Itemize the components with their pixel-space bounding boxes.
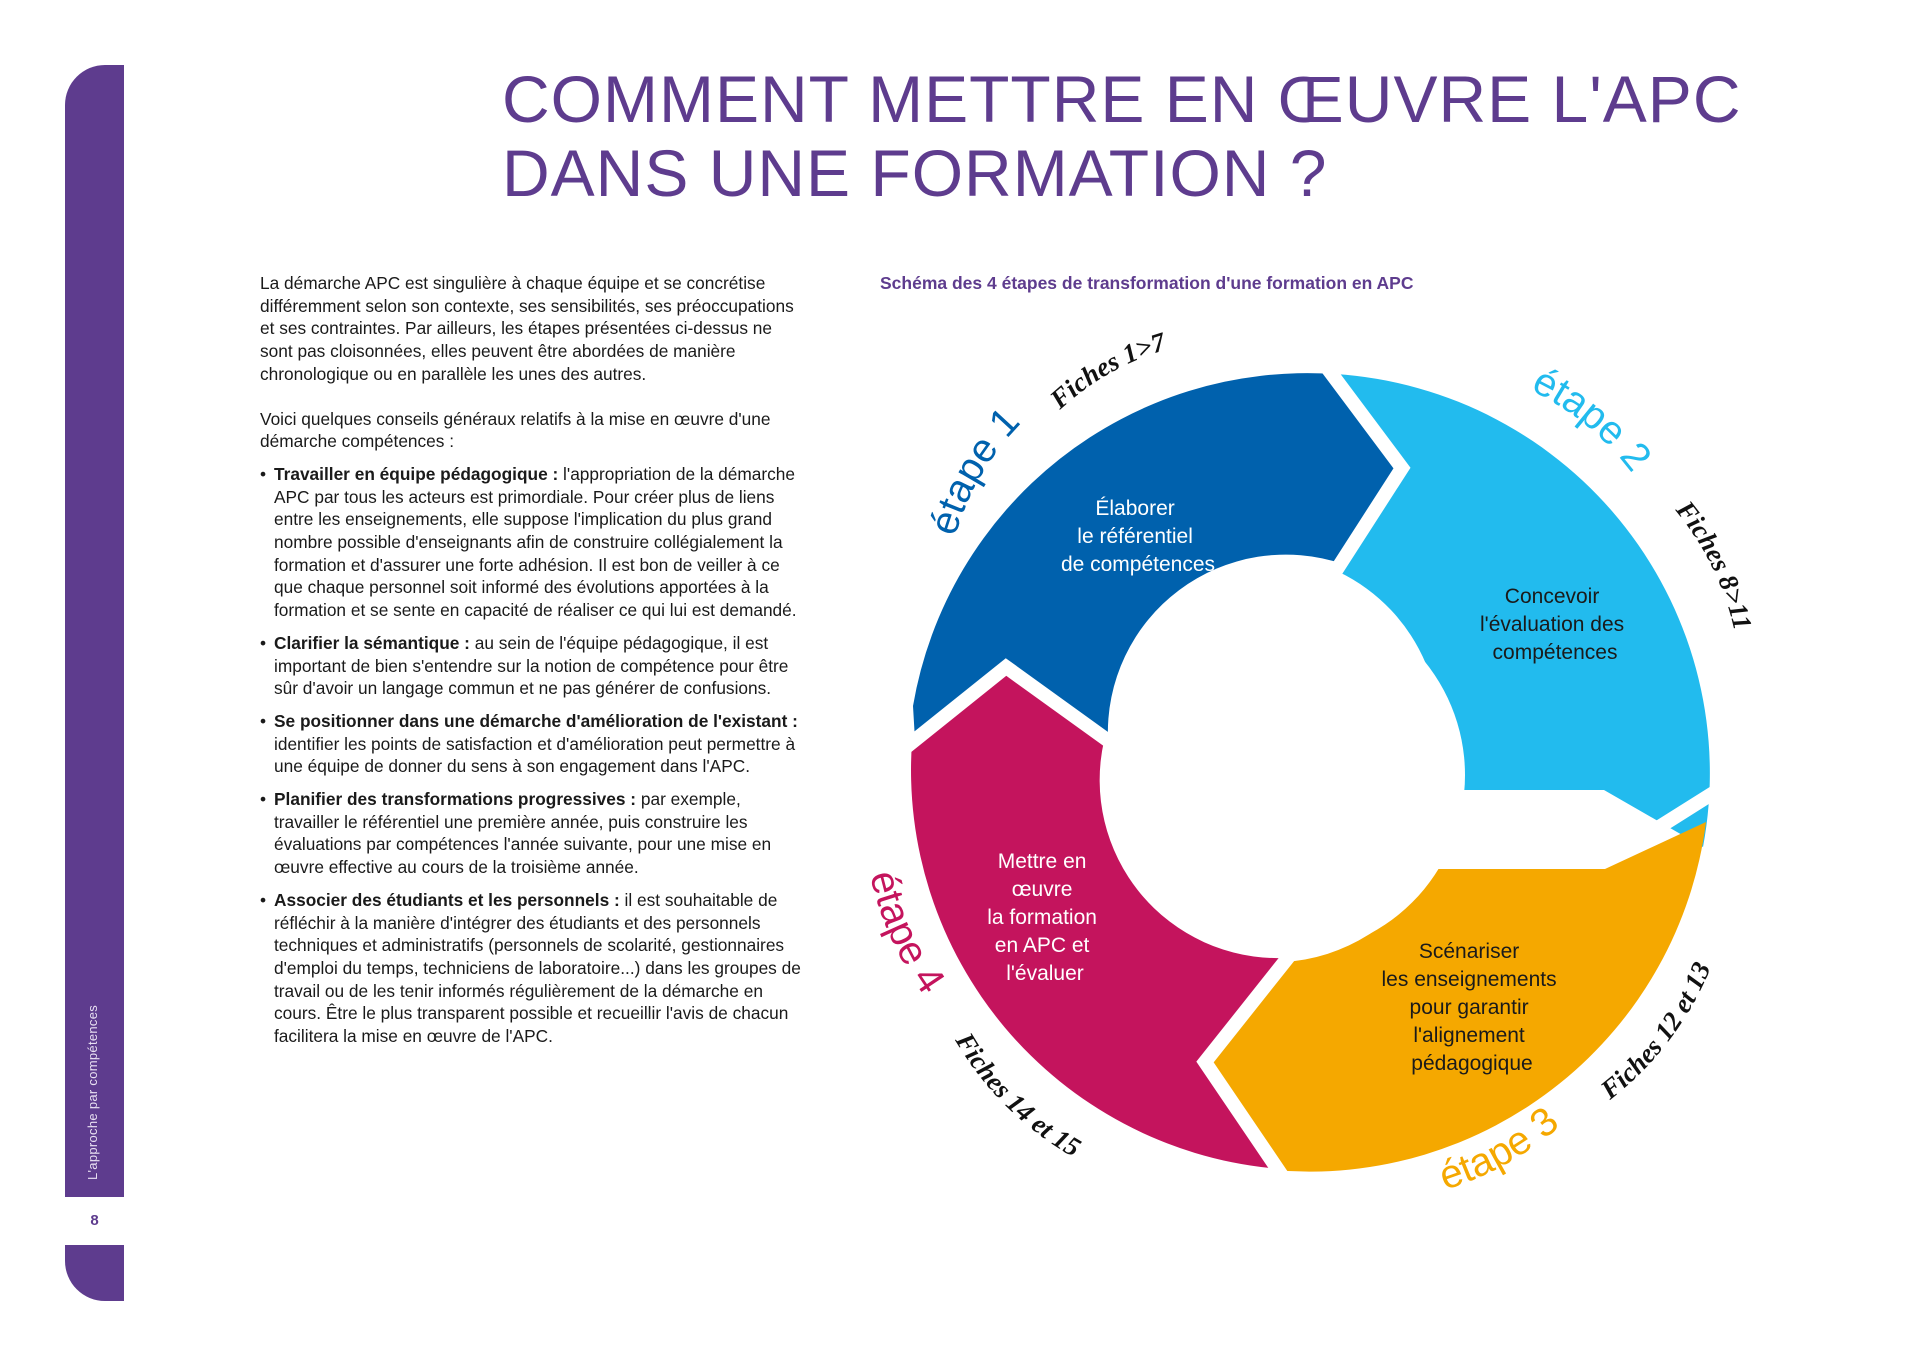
step-3-label-path: étape 3 <box>1433 1098 1567 1199</box>
page-number: 8 <box>90 1212 99 1229</box>
step-2-label-path: étape 2 <box>1525 358 1660 480</box>
sidebar-label: L'approche par compétences <box>85 1004 100 1180</box>
step-3-line: pour garantir <box>1409 996 1529 1019</box>
tip-text: il est souhaitable de réfléchir à la manière d'intégrer des étudiants et des personnels techniques et administratifs (personnels de scolarité, gestionnaires d'emploi du temps, techniciens de laboratoire...) dans les groupes de travail ou de les tenir informés régulièrement de la démarche en cours. Être le plus transparent possible et recueillir l'avis de chacun facilitera la mise en œuvre de l'APC. <box>274 889 801 1047</box>
tip-title: Planifier des transformations progressives : <box>274 789 637 810</box>
step-1-label-path: étape 1 <box>921 399 1029 540</box>
tip-title: Associer des étudiants et les personnels : <box>274 889 620 910</box>
tip-text: l'appropriation de la démarche APC par tous les acteurs est primordiale. Pour créer plus de liens entre les enseignements, elle suppose l'implication du plus grand nombre possible d'enseignants afin de construire collégialement la formation et d'assurer une forte adhésion. Il est bon de veiller à ce que chaque personnel soit informé des évolutions apportées à la formation et se sente en capacité de réaliser ce qui lui est demandé. <box>274 463 797 621</box>
step-1-line: le référentiel <box>1077 525 1193 548</box>
step-4-line: œuvre <box>1011 878 1073 901</box>
step-3-fiches-path: Fiches 12 et 13 <box>1594 957 1717 1105</box>
step-3-line: pédagogique <box>1411 1052 1533 1075</box>
tip-text: identifier les points de satisfaction et d'amélioration peut permettre à une équipe de donner du sens à son engagement dans l'APC. <box>274 733 796 777</box>
intro-paragraph-2: Voici quelques conseils généraux relatifs à la mise en œuvre d'une démarche compétences : <box>260 408 771 452</box>
tip-text: au sein de l'équipe pédagogique, il est important de bien s'entendre sur la notion de compétence pour être sûr d'avoir un langage commun et ne pas générer de confusions. <box>274 632 789 699</box>
tip-title: Clarifier la sémantique : <box>274 632 470 653</box>
step-4-line: l'évaluer <box>1006 962 1084 985</box>
step-2-line: Concevoir <box>1504 585 1600 608</box>
cycle-center <box>1105 595 1465 955</box>
step-4-label-path: étape 4 <box>861 866 954 1002</box>
step-2-line: compétences <box>1492 641 1618 664</box>
step-2-line: l'évaluation des <box>1480 613 1625 636</box>
step-1-line: Élaborer <box>1095 497 1175 520</box>
step-1-fiches <box>1043 326 1170 415</box>
step-4-fiches-path: Fiches 14 et 15 <box>949 1027 1086 1163</box>
step-4-line: la formation <box>987 906 1097 929</box>
tip-text: par exemple, travailler le référentiel une première année, puis construire les évaluations par compétences l'année suivante, pour une mise en œuvre effective au cours de la troisième année. <box>274 789 772 878</box>
intro-paragraph: La démarche APC est singulière à chaque équipe et se concrétise différemment selon son contexte, ses sensibilités, ses préoccupations et ses contraintes. Par ailleurs, les étapes présentées ci-dessus ne sont pas cloisonnées, elles peuvent être abordées de manière chronologique ou en parallèle les unes des autres. <box>260 273 794 384</box>
step-2-fiches <box>1670 494 1758 632</box>
step-3-line: Scénariser <box>1418 940 1520 963</box>
tip-title: Se positionner dans une démarche d'amélioration de l'existant : <box>274 710 798 731</box>
step-1-line: de compétences <box>1060 553 1216 576</box>
page-title-line-2: DANS UNE FORMATION ? <box>502 136 1328 210</box>
step-4-line: en APC et <box>994 934 1090 957</box>
step-1-fiches-path: Fiches 1>7 <box>1044 326 1169 415</box>
diagram-caption: Schéma des 4 étapes de transformation d'une formation en APC <box>880 273 1414 293</box>
step-3-line: l'alignement <box>1413 1024 1525 1047</box>
step-3-line: les enseignements <box>1381 968 1557 991</box>
step-4-line: Mettre en <box>997 850 1087 873</box>
tip-title: Travailler en équipe pédagogique : <box>274 463 559 484</box>
page-title-line-1: COMMENT METTRE EN ŒUVRE L'APC <box>502 62 1742 136</box>
step-2-fiches-path: Fiches 8>11 <box>1670 495 1758 633</box>
